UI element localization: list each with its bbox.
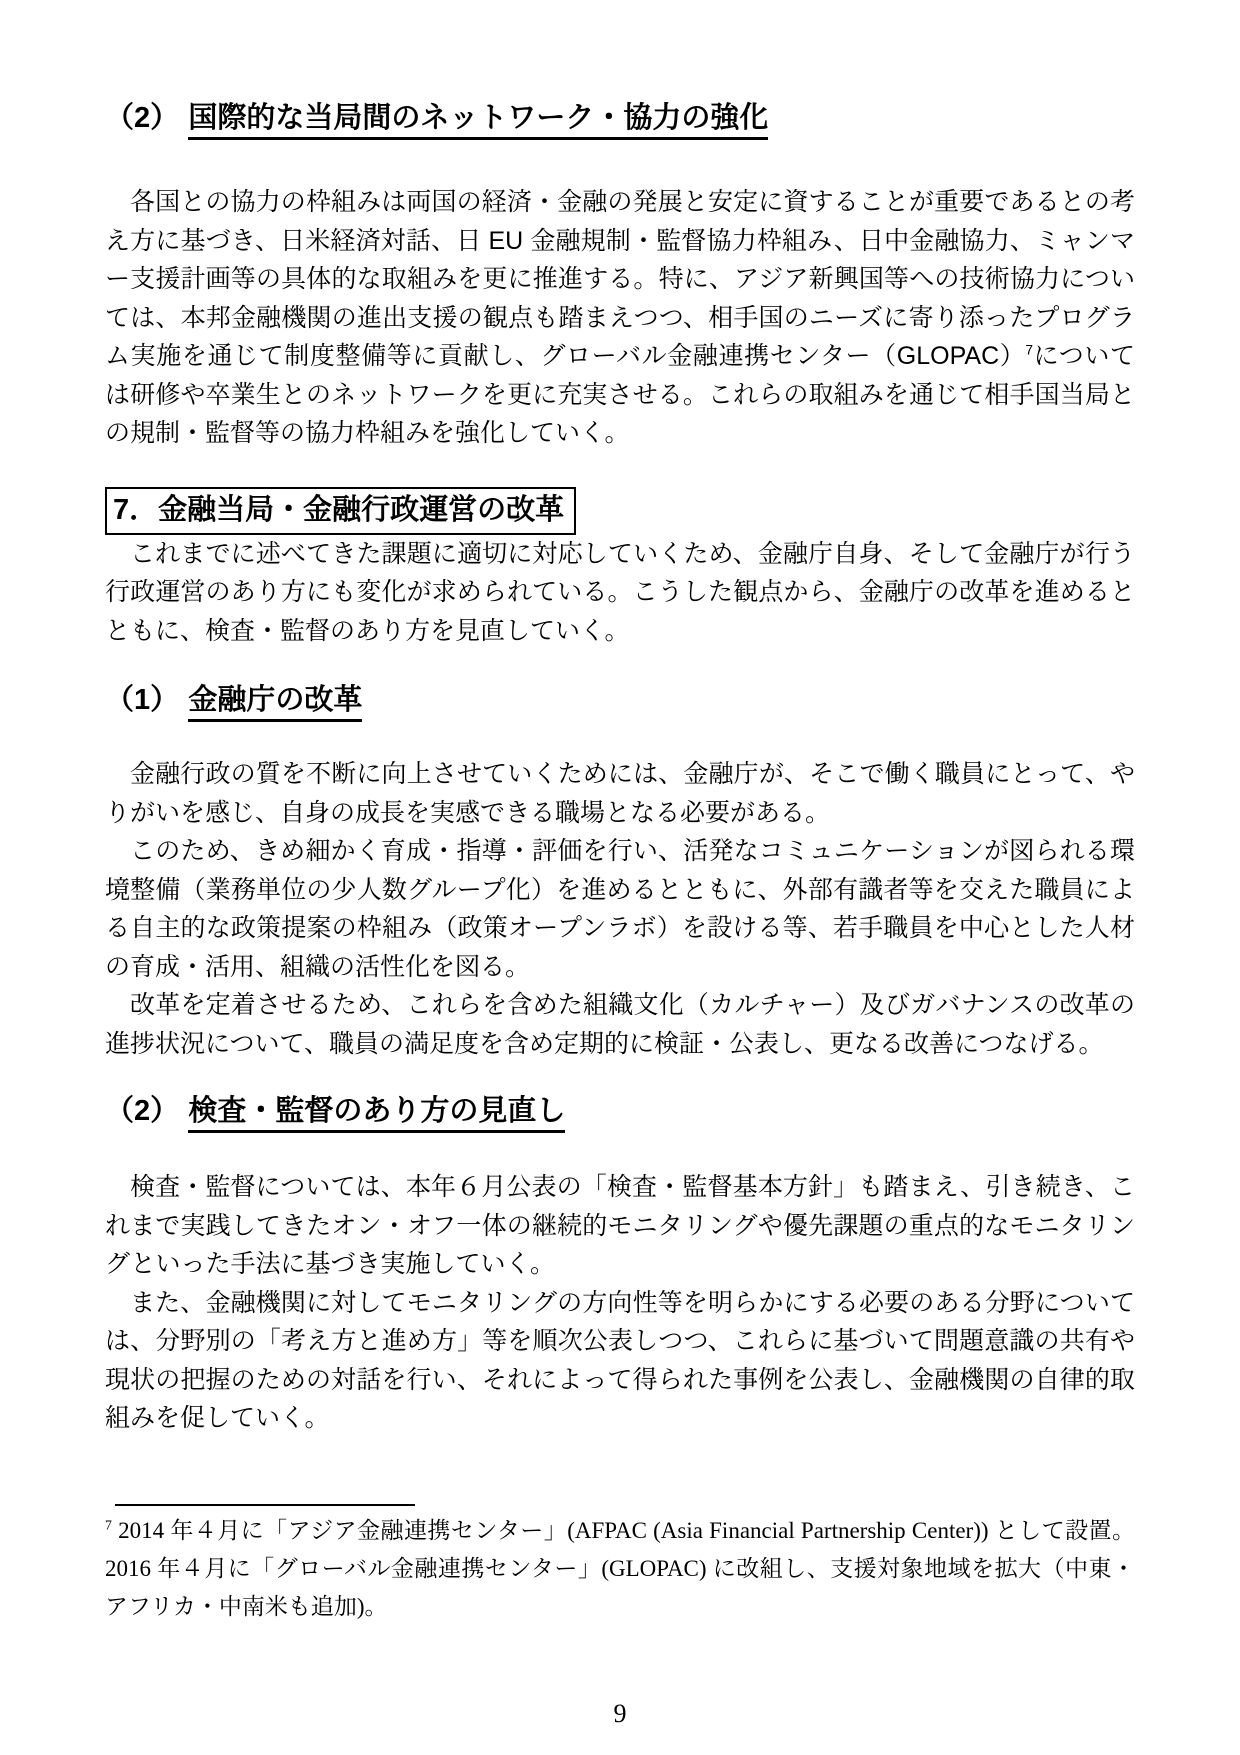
para-text-after-ref: については研修や卒業生とのネットワークを更に充実させる。これらの取組みを通じて相手国当局との規制・監督等の協力枠組みを強化していく。 <box>105 342 1135 447</box>
para-fsa-development: このため、きめ細かく育成・指導・評価を行い、活発なコミュニケーションが図られる環境整備（業務単位の少人数グループ化）を進めるとともに、外部有識者等を交えた職員による自主的な政策提案の枠組み（政策オープンラボ）を設ける等、若手職員を中心とした人材の育成・活用、組織の活性化を図る。 <box>105 837 1135 981</box>
heading-title: 国際的な当局間のネットワーク・協力の強化 <box>188 102 768 140</box>
para-admin-reform-intro: これまでに述べてきた課題に適切に対応していくため、金融庁自身、そして金融庁が行う行政運営のあり方にも変化が求められている。こうした観点から、金融庁の改革を進めるとともに、検査・監督のあり方を見直していく。 <box>105 539 1135 645</box>
footnote-ref-7: 7 <box>1025 342 1034 358</box>
para-text-before-ref: 各国との協力の枠組みは両国の経済・金融の発展と安定に資することが重要であるとの考え方に基づき、日米経済対話、日 EU 金融規制・監督協力枠組み、日中金融協力、ミャンマー支援計画等の具体的な取組みを更に推進する。特に、アジア新興国等への技術協力については、本邦金融機関の進出支援の観点も踏まえつつ、相手国のニーズに寄り添ったプログラム実施を通じて制度整備等に貢献し、グローバル金融連携センター（GLOPAC） <box>105 188 1135 370</box>
para-fsa-culture-governance: 改革を定着させるため、これらを含めた組織文化（カルチャー）及びガバナンスの改革の進捗状況について、職員の満足度を含め定期的に検証・公表し、更なる改善につなげる。 <box>105 991 1135 1058</box>
para-inspection-fields: また、金融機関に対してモニタリングの方向性等を明らかにする必要のある分野については、分野別の「考え方と進め方」等を順次公表しつつ、これらに基づいて問題意識の共有や現状の把握のための対話を行い、それによって得られた事例を公表し、金融機関の自律的取組みを促していく。 <box>105 1288 1135 1432</box>
heading-international-network <box>105 98 1135 139</box>
heading-number: （1） <box>105 684 180 716</box>
heading-title: 検査・監督のあり方の見直し <box>188 1095 565 1133</box>
heading-fsa-reform <box>105 680 1135 721</box>
para-fsa-workplace: 金融行政の質を不断に向上させていくためには、金融庁が、そこで働く職員にとって、やりがいを感じ、自身の成長を実感できる職場となる必要がある。 <box>105 760 1135 827</box>
footnote-marker: 7 <box>105 1516 112 1532</box>
boxed-heading-section-7: 7．金融当局・金融行政運営の改革 <box>105 487 576 535</box>
footnote-text: 2014 年４月に「アジア金融連携センター」(AFPAC (Asia Financial Partnership Center)) として設置。2016 年４月に「グローバル金融連携センター」(GLOPAC) に改組し、支援対象地域を拡大（中東・アフリカ・中南米も追加)。 <box>105 1517 1135 1619</box>
heading-title: 金融庁の改革 <box>188 684 362 722</box>
heading-number: （2） <box>105 102 180 134</box>
footnote-7 <box>105 1512 1135 1626</box>
heading-number: （2） <box>105 1095 180 1127</box>
heading-inspection-review <box>105 1091 1135 1132</box>
para-international-cooperation <box>105 183 1135 453</box>
footnote-separator <box>115 1504 415 1506</box>
page-number: 9 <box>613 1699 627 1728</box>
para-inspection-monitoring: 検査・監督については、本年６月公表の「検査・監督基本方針」も踏まえ、引き続き、これまで実践してきたオン・オフ一体の継続的モニタリングや優先課題の重点的なモニタリングといった手法に基づき実施していく。 <box>105 1173 1135 1278</box>
